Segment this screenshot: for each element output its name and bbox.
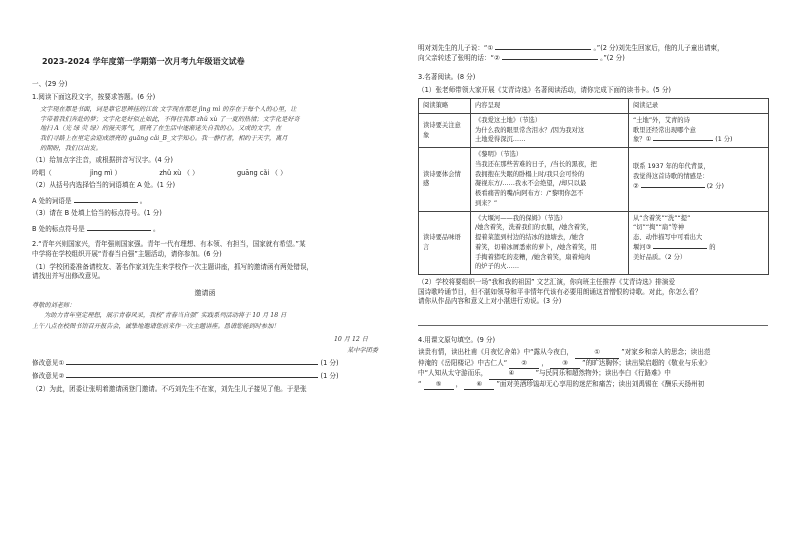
content-line: /她含着笑，洗着我们的衣服，/她含着笑，: [475, 224, 593, 232]
passage-line: 字带着我们奔赴的梦；文字化是好似止如此，不得往我都 zhǔ xù 了一夏的热情；文字化是好奇: [40, 115, 300, 123]
exam-title: 2023-2024 学年度第一学期第一次月考九年级语文试卷: [42, 57, 245, 66]
note-tail: 的: [709, 243, 716, 251]
q4-blank-5[interactable]: ⑤: [424, 380, 454, 391]
note-marker: 象？①: [633, 136, 652, 144]
question-2-stem-cont: 中学将在学校组织开展“青春当自强”主题活动，请你参加。(6 分): [32, 249, 222, 258]
note-score: (1 分): [715, 136, 733, 144]
pinyin-close: （ ）: [183, 168, 199, 177]
question-3-sub2-cont: 国诗歌吟诵节目，但不湛如领导和平非情年代该有必要用朗诵这首憎恨的诗歌。对此，你怎么看？: [418, 287, 702, 296]
note-score: (2 分): [706, 182, 724, 190]
note-line: “土地”外，艾青的诗: [633, 116, 690, 124]
content-line: 到来？”: [475, 199, 498, 207]
question-1-passage: [32, 105, 378, 153]
answer-b-label: B 处的标点符号是: [32, 224, 85, 233]
question-2-stem: 2.“青年兴则国家兴，青年强则国家强。青年一代有理想、有本领、有担当，国家就有希望。”某: [32, 240, 306, 249]
content-cell: [471, 211, 629, 275]
q4-text: ”与民同乐和超然物外；读出李白《行路难》中: [535, 369, 671, 378]
cont-1-text: 明对刘先生的儿子说：“①: [418, 44, 494, 52]
passage-line: 我们寻路上在里定会迎成漂亮的 guāng cǎi_B_文字知心。我一静行者，相约于天字，离月: [40, 134, 288, 142]
question-4-line: 仲淹的《岳阳楼记》中古仁人“ ② ， ③ ”的旷达胸怀；读出梁启超的《敬业与乐业》: [418, 359, 768, 370]
content-line: 我拥抱在失眠的卧榻上时/我只会可怜的: [475, 170, 585, 178]
note-line: 我觉得这首诗歌的情感是：: [633, 172, 709, 180]
question-4-line: [418, 369, 768, 380]
question-4-line: [418, 348, 768, 359]
fix-2-blank[interactable]: [66, 377, 318, 378]
question-2-sub2: （2）为此，团委让张明着邀请函登门邀请。不巧刘先生不在家，刘先生儿子接见了他。于是张: [32, 384, 307, 393]
note-blank[interactable]: [653, 248, 707, 249]
table-header: 阅读策略: [419, 99, 471, 114]
content-line: 土地爱得深沉……: [475, 136, 526, 144]
table-header: 阅读记录: [629, 99, 769, 114]
continued-line-1: [418, 44, 768, 54]
passage-line: 的期盼，我们以出发。: [40, 144, 102, 152]
note-line: 态、动作描写中可看出大: [633, 234, 703, 242]
note-cell: [629, 113, 769, 147]
content-cell: [471, 113, 629, 147]
question-3-stem: 3.名著阅读。(8 分): [418, 73, 476, 82]
fix-1-blank[interactable]: [66, 364, 318, 365]
content-line: 凝视东方/……我永不会绝望，/却只以最: [475, 180, 587, 188]
content-line: 的炉子的火……: [475, 263, 520, 271]
note-answer-line: [633, 182, 764, 192]
q4-text: 读贵有情，读出杜甫《月夜忆舍弟》中“露从今夜白，: [418, 348, 574, 357]
period: 。: [153, 224, 160, 233]
answer-a-line: [32, 197, 378, 207]
q4-blank-4[interactable]: ④: [489, 369, 533, 380]
letter-body-cont: 上午八点在校图书馆召开报告会，诚挚地邀请您前来作一次主题讲座。恳请您能到时参加！: [32, 322, 280, 330]
question-1-sub1: （1）给加点字注音，或根据拼音写汉字。(4 分): [32, 156, 173, 165]
cont-1-tail: 。”(2 分)刘先生回家后，他的儿子童出请柬，: [593, 44, 724, 52]
note-blank[interactable]: [653, 140, 713, 141]
pinyin-text: guāng cǎi: [236, 168, 270, 177]
invitation-letter: [32, 301, 378, 357]
content-cell: [471, 148, 629, 212]
q4-text: 中“人知从太守游而乐，: [418, 369, 488, 378]
content-line: 着笑，切着冰屑悉索的萝卜，/她含着笑，用: [475, 243, 597, 251]
fix-1-label: 修改意见①: [32, 359, 65, 368]
question-4-stem: 4.用课文原句填空。(9 分): [418, 335, 496, 344]
note-line: 美好品质。（2 分）: [633, 253, 687, 261]
q4-blank-6[interactable]: ⑥: [464, 380, 494, 391]
pinyin-text: zhǔ xù: [159, 168, 182, 177]
q4-blank-3[interactable]: ③: [550, 359, 580, 370]
letter-body: 为助力青年坚定理想，展示青春风采，我校“青春当自强” 实践系列活动将于 10 月 18 日: [44, 312, 287, 320]
table-header: 内容呈现: [471, 99, 629, 114]
question-2-sub1-cont: 请找出并写出修改意见。: [32, 272, 105, 281]
passage-line: 地扫 A（光 绿 荧 绿）的漫天雾气，照亮了在生活中逐渐迷失自我的心。又或的文字，在: [40, 125, 282, 133]
q4-text: “: [418, 379, 422, 388]
note-cell: [629, 148, 769, 212]
section-heading: 一、(29 分): [32, 80, 68, 88]
cont-2-text: 向父亲转述了张明的话：“②: [418, 53, 500, 62]
content-line: 极看痛苦的嘴/向阿布方：/“黎明你怎不: [475, 190, 584, 198]
answer-b-line: [32, 225, 378, 235]
question-1-stem: 1.阅读下面这段文字，按要求答题。(6 分): [32, 92, 156, 101]
q4-blank-2[interactable]: ②: [509, 359, 539, 370]
pinyin-label: 吟唱（: [32, 168, 52, 177]
fix-1-score: (1 分): [320, 359, 339, 368]
continued-line-2: [418, 54, 768, 64]
q4-text: ”面对美酒珍馐却无心享用的迷茫和痛苦；读出刘禹锡在《酬乐天扬州初: [496, 379, 705, 388]
fix-2-label: 修改意见②: [32, 371, 65, 380]
question-3-sub2-cont: 请你从作品内容和意义上对小湛进行劝说。(3 分): [418, 297, 562, 306]
content-line: 手掏着猪吃的麦糟，/她含着笑，扇着炖肉: [475, 253, 591, 261]
note-marker: ②: [633, 182, 639, 190]
pinyin-close: （ ）: [271, 168, 287, 177]
left-column: [32, 70, 378, 394]
note-cell: [629, 211, 769, 275]
note-answer-line: [633, 243, 764, 253]
table-row: [419, 148, 769, 212]
note-line: 从“含着笑”“洗”“提”: [633, 214, 691, 222]
strategy-cell: 读诗要品味语言: [419, 211, 471, 275]
content-line: 《大堰河——我的保姆》（节选）: [475, 214, 567, 222]
content-line: 《我爱这土地》（节选）: [475, 116, 542, 124]
pinyin-close: ）: [114, 168, 122, 177]
question-3-sub1: （1）张老师带领大家开展《艾青诗选》名著阅读活动，请你完成下面的读书卡。(5 分): [418, 85, 672, 94]
note-answer-line: [633, 135, 764, 145]
note-line: “切”“掏”“扇”等神: [633, 224, 685, 232]
content-line: 提着菜篮到村边的结冰的池塘去，/她含: [475, 234, 585, 242]
answer-a-label: A 处的词语是: [32, 196, 72, 205]
q4-text: ”对家乡和亲人的思念；读出范: [621, 348, 711, 357]
strategy-cell: 读诗要关注意象: [419, 113, 471, 147]
content-line: 当我还在那些苦难的日子，/当长的黑夜，把: [475, 160, 597, 168]
letter-signature: 某中学团委: [347, 346, 378, 354]
letter-title: 邀请函: [194, 288, 216, 297]
table-header-row: [419, 99, 769, 114]
table-row: [419, 211, 769, 275]
q4-text: ”的旷达胸怀；读出梁启超的《敬业与乐业》: [582, 358, 711, 367]
note-blank[interactable]: [641, 187, 705, 188]
content-line: 《黎明》（节选）: [475, 151, 523, 159]
answer-b-blank[interactable]: [87, 230, 151, 231]
reading-card-table: [418, 98, 769, 275]
answer-a-blank[interactable]: [74, 202, 138, 203]
question-2-sub1: （1）学校团委准备请校友、著名作家刘先生来学校作一次主题讲座，抓写的邀请函有两处错误，: [32, 262, 314, 271]
cont-1-blank[interactable]: [495, 49, 591, 50]
fix-1-line: [32, 359, 378, 369]
pinyin-text: jìng mì: [90, 168, 113, 177]
letter-date: 10 月 12 日: [333, 336, 368, 344]
q4-text: 仲淹的《岳阳楼记》中古仁人“: [418, 358, 508, 367]
cont-2-blank[interactable]: [502, 59, 598, 60]
table-row: [419, 113, 769, 147]
content-line: 为什么我的眼里常含泪水？/因为我对这: [475, 126, 585, 134]
question-3-sub2: （2）学校将要组织一场“我和我的祖国” 文艺汇演，你向班主任推荐《艾青诗选》排演爱: [418, 278, 676, 287]
pinyin-row: [32, 169, 378, 179]
strategy-cell: 读诗要体会情感: [419, 148, 471, 212]
note-line: 歌里还经常出现哪个意: [633, 126, 696, 134]
fix-2-score: (1 分): [320, 371, 339, 380]
note-marker: 堰河③: [633, 243, 652, 251]
question-1-sub3: （3）请在 B 处填上恰当的标点符号。(1 分): [32, 209, 162, 218]
cont-2-tail: 。”(2 分): [600, 53, 625, 62]
right-column: [418, 44, 768, 390]
q4-blank-1[interactable]: ①: [575, 348, 619, 359]
period: 。: [139, 196, 147, 205]
question-4-line: “ ⑤ ， ⑥ ”面对美酒珍馐却无心享用的迷茫和痛苦；读出刘禹锡在《酬乐天扬州初: [418, 380, 768, 391]
fix-2-line: [32, 372, 378, 382]
note-line: 联系 1937 年的年代背景，: [633, 163, 710, 171]
question-1-sub2: （2）从括号内选择恰当的词语填在 A 处。(1 分): [32, 181, 176, 190]
letter-salutation: 尊敬的刘老师：: [32, 301, 76, 309]
passage-line: 文字现在都是书面，词是靠它思辨挂的江故 文字现在都是 jìng mì 的存在于每个人的心里，让: [40, 106, 297, 114]
